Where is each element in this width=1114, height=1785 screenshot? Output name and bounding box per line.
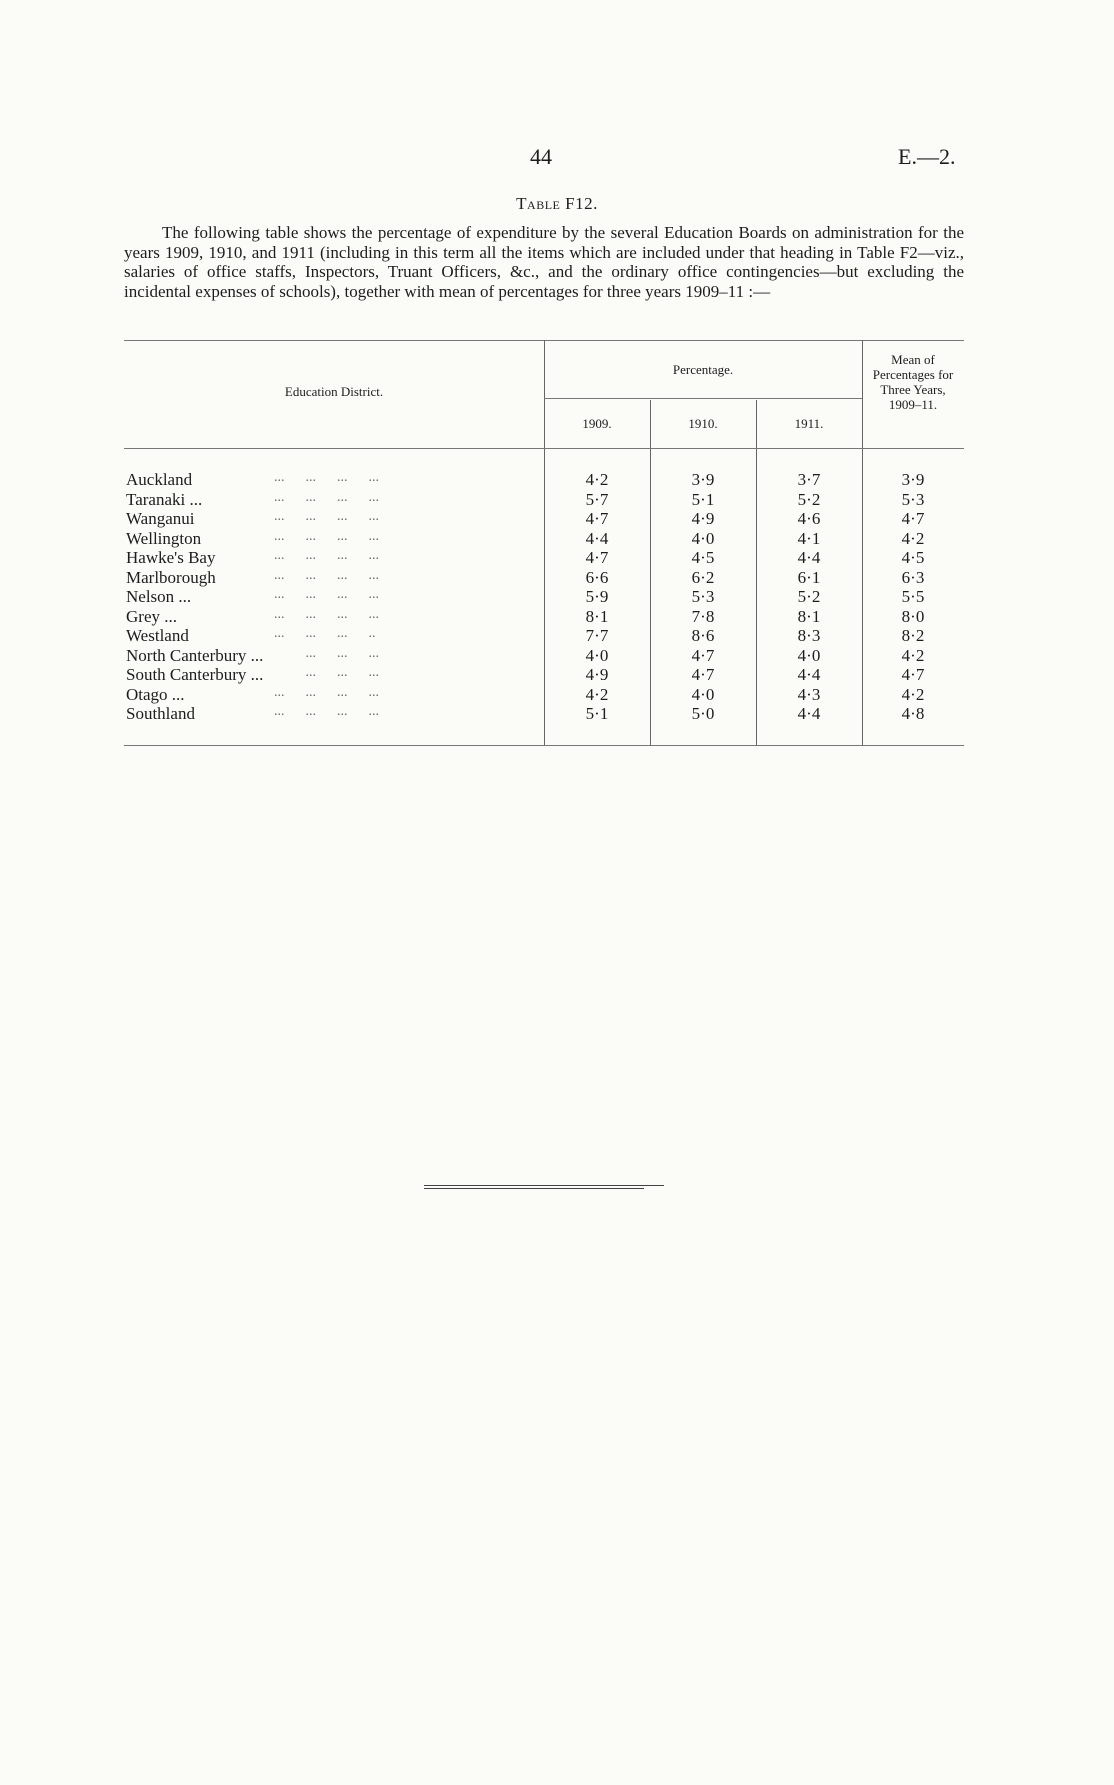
value-1909: 8·1	[585, 606, 609, 626]
value-1910: 3·9	[691, 470, 715, 489]
value-1910: 5·0	[691, 704, 715, 723]
table-title-prefix: Table	[516, 194, 561, 213]
column-header-district: Education District.	[284, 384, 384, 399]
table-row	[124, 704, 964, 724]
district-name: Hawke's Bay	[126, 548, 219, 567]
value-mean: 3·9	[901, 470, 925, 489]
value-mean: 4·2	[901, 528, 925, 548]
leader-dots: ... ... ... ...	[274, 528, 379, 544]
value-1911: 4·0	[797, 645, 821, 665]
table-bottom-rule	[124, 745, 964, 746]
district-name: Auckland	[126, 470, 196, 489]
value-mean: 8·2	[901, 626, 925, 645]
district-name: Otago ...	[126, 685, 189, 704]
value-1909: 5·1	[585, 704, 609, 723]
value-1911: 3·7	[797, 470, 821, 489]
table-row	[124, 568, 964, 588]
value-1910: 4·0	[691, 528, 715, 548]
value-1910: 4·9	[691, 509, 715, 528]
value-1910: 6·2	[691, 567, 715, 587]
district-name: Grey ...	[126, 607, 181, 626]
value-mean: 5·3	[901, 489, 925, 509]
leader-dots: ... ... ... ...	[274, 489, 379, 505]
value-1910: 5·3	[691, 587, 715, 606]
district-name: South Canterbury ...	[126, 665, 267, 684]
value-1911: 5·2	[797, 587, 821, 606]
value-1910: 4·0	[691, 684, 715, 704]
value-mean: 5·5	[901, 587, 925, 606]
value-mean: 4·7	[901, 509, 925, 528]
district-name: Wanganui	[126, 509, 199, 528]
leader-dots: ... ... ... ...	[274, 606, 379, 622]
table-row	[124, 665, 964, 685]
value-mean: 8·0	[901, 606, 925, 626]
leader-dots: ... ... ...	[274, 645, 379, 661]
table-row	[124, 646, 964, 666]
district-name: North Canterbury ...	[126, 646, 267, 665]
leader-dots: ... ... ... ...	[274, 509, 379, 524]
value-1911: 4·1	[797, 528, 821, 548]
value-1910: 4·5	[691, 548, 715, 567]
column-header-1910: 1910.	[688, 416, 718, 431]
value-1909: 5·7	[585, 489, 609, 509]
table-row	[124, 509, 964, 529]
percentage-subrule	[544, 398, 862, 399]
value-1909: 4·7	[585, 548, 609, 567]
leader-dots: ... ... ...	[274, 665, 379, 680]
value-1909: 6·6	[585, 567, 609, 587]
table-row	[124, 607, 964, 627]
value-mean: 4·2	[901, 645, 925, 665]
value-1911: 4·6	[797, 509, 821, 528]
table-row	[124, 587, 964, 607]
value-mean: 6·3	[901, 567, 925, 587]
leader-dots: ... ... ... ...	[274, 704, 379, 719]
value-1910: 7·8	[691, 606, 715, 626]
value-1910: 5·1	[691, 489, 715, 509]
table-row	[124, 529, 964, 549]
leader-dots: ... ... ... ..	[274, 626, 376, 641]
district-name: Taranaki ...	[126, 490, 206, 509]
value-mean: 4·5	[901, 548, 925, 567]
value-1911: 5·2	[797, 489, 821, 509]
value-1909: 4·4	[585, 528, 609, 548]
value-1909: 4·9	[585, 665, 609, 684]
leader-dots: ... ... ... ...	[274, 684, 379, 700]
district-name: Southland	[126, 704, 199, 723]
value-1911: 8·1	[797, 606, 821, 626]
column-header-1911: 1911.	[794, 416, 824, 431]
section-end-rule	[424, 1185, 664, 1191]
value-mean: 4·2	[901, 684, 925, 704]
district-name: Westland	[126, 626, 193, 645]
district-name: Wellington	[126, 529, 205, 548]
value-1911: 4·4	[797, 665, 821, 684]
table-row	[124, 626, 964, 646]
value-1909: 7·7	[585, 626, 609, 645]
value-mean: 4·7	[901, 665, 925, 684]
table-title-code: F12.	[565, 194, 598, 213]
page-number: 44	[530, 144, 552, 169]
table-row	[124, 490, 964, 510]
table-row	[124, 685, 964, 705]
value-1910: 4·7	[691, 665, 715, 684]
column-header-percentage: Percentage.	[672, 362, 734, 377]
value-mean: 4·8	[901, 704, 925, 723]
value-1911: 4·3	[797, 684, 821, 704]
district-name: Marlborough	[126, 568, 220, 587]
value-1910: 4·7	[691, 645, 715, 665]
value-1909: 4·0	[585, 645, 609, 665]
header-bottom-rule	[124, 448, 964, 449]
value-1911: 6·1	[797, 567, 821, 587]
table-row	[124, 548, 964, 568]
value-1909: 4·2	[585, 470, 609, 489]
table-row	[124, 470, 964, 490]
column-header-mean: Mean of Percentages for Three Years, 1909–11.	[872, 352, 954, 412]
leader-dots: ... ... ... ...	[274, 587, 379, 602]
value-1911: 4·4	[797, 548, 821, 567]
document-reference: E.—2.	[898, 144, 956, 169]
value-1909: 5·9	[585, 587, 609, 606]
value-1911: 4·4	[797, 704, 821, 723]
leader-dots: ... ... ... ...	[274, 470, 379, 485]
value-1909: 4·7	[585, 509, 609, 528]
expenditure-table	[124, 340, 964, 746]
district-name: Nelson ...	[126, 587, 195, 606]
leader-dots: ... ... ... ...	[274, 567, 379, 583]
value-1910: 8·6	[691, 626, 715, 645]
value-1909: 4·2	[585, 684, 609, 704]
leader-dots: ... ... ... ...	[274, 548, 379, 563]
value-1911: 8·3	[797, 626, 821, 645]
page-header	[0, 144, 1114, 174]
intro-paragraph: The following table shows the percentage of expenditure by the several Education Boards on administration for the years 1909, 1910, and 1911 (including in this term all the items which are included under that heading in Table F2—viz., salaries of office staffs, Inspectors, Truant Officers, &c., and the ordinary office contingencies—but excluding the incidental expenses of schools), together with mean of percentages for three years 1909–11 :—	[124, 223, 964, 301]
column-header-1909: 1909.	[582, 416, 612, 431]
table-title	[0, 194, 1114, 214]
